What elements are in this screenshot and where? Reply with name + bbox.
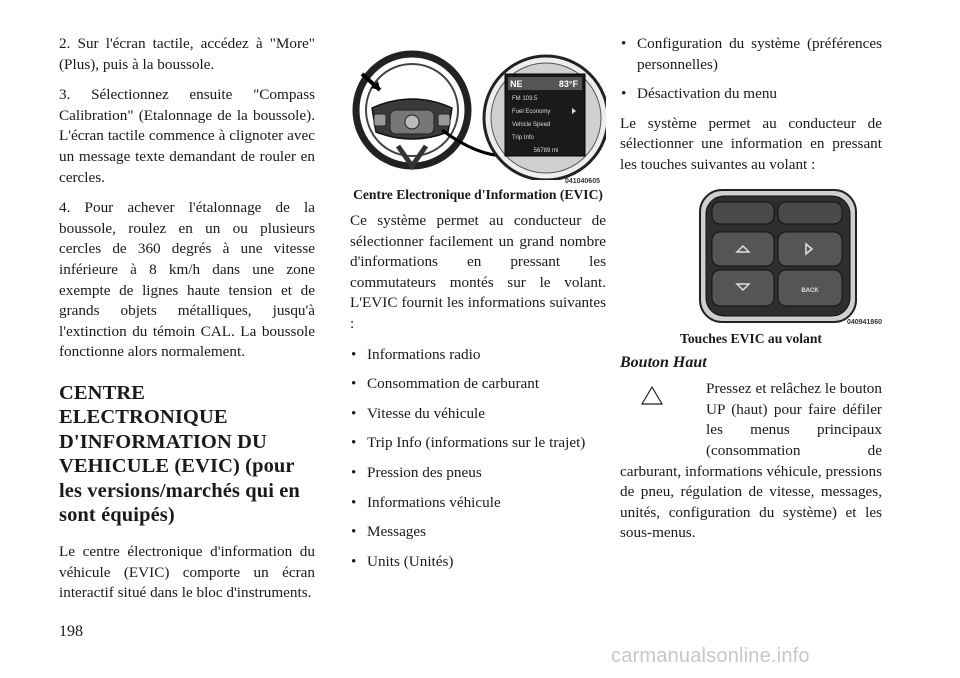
middle-column [350,34,606,581]
list-item: • Configuration du système (préférences personnelles) [620,34,882,75]
display-line-4: Trip Info [512,135,534,141]
subsection-heading: Bouton Haut [620,353,707,371]
display-line-2: Fuel Economy [512,109,551,115]
buttons-intro: Le système permet au conducteur de sélectionner une information en pressant les touches suivantes au volant : [620,114,882,173]
section-heading [59,381,315,528]
up-triangle-icon [640,385,664,407]
evic-buttons-illustration [620,186,882,326]
list-item: • Messages [350,522,606,543]
watermark: carmanualsonline.info [611,645,810,667]
evic-figure [350,34,606,186]
step-4-text: 4. Pour achever l'étalonnage de la boussole, roulez en un ou plusieurs cercles de 360 degrés à une vitesse inférieure à 8 km/h dans une zone exempte de lignes haute tension et de grands objets métalliques, jusqu'à l'extinction du témoin CAL. La boussole fonctionne alors normalement. [59,199,315,361]
list-item: • Vitesse du véhicule [350,404,606,425]
page-number: 198 [59,623,83,640]
left-column [59,34,315,614]
step-2-text: 2. Sur l'écran tactile, accédez à "More" (Plus), puis à la boussole. [59,35,315,73]
list-item: • Informations véhicule [350,493,606,514]
display-temp: 83°F [558,79,578,89]
list-item: • Consommation de carburant [350,374,606,395]
figure-caption: Touches EVIC au volant [680,330,822,346]
display-odometer: 56789 mi [533,148,559,154]
up-button-description [620,379,882,544]
steering-wheel-illustration [350,34,606,180]
step-3-text: 3. Sélectionnez ensuite "Compass Calibration" (Etalonnage de la boussole). L'écran tactile commence à clignoter avec un message texte demandant de rouler en cercles. [59,86,315,186]
list-item: • Pression des pneus [350,463,606,484]
evic-description: Ce système permet au conducteur de sélectionner facilement un grand nombre d'informations en pressant les commutateurs montés sur le volant. L'EVIC fournit les informations suivantes : [350,212,606,332]
right-column [620,34,882,544]
display-line-3: Vehicle Speed [512,122,551,128]
evic-buttons-figure [620,186,882,326]
evic-intro-text: Le centre électronique d'information du véhicule (EVIC) comporte un écran interactif situé dans le bloc d'instruments. [59,542,315,602]
back-button-label: BACK [801,287,819,294]
display-line-1: FM 103.5 [512,96,538,102]
list-item: • Trip Info (informations sur le trajet) [350,433,606,454]
list-item: • Désactivation du menu [620,84,882,105]
figure-code: 040941860 [846,318,882,326]
display-heading: NE [510,79,523,89]
section-heading-sub: (pour les versions/marchés qui en sont équipés) [59,455,300,527]
evic-info-list [350,345,606,573]
up-button-text-body: Pressez et relâchez le bouton UP (haut) pour faire défiler les menus principaux (consommation de carburant, informations véhicule, pressions de pneu, régulation de vitesse, messages, unités, configuration du système) et les sous-menus. [620,380,882,542]
figure-caption: Centre Electronique d'Information (EVIC) [353,187,603,202]
figure-code: 041040605 [564,178,600,185]
list-item: • Units (Unités) [350,552,606,573]
list-item: • Informations radio [350,345,606,366]
evic-info-list-continued [620,34,882,105]
section-heading-main: CENTRE ELECTRONIQUE D'INFORMATION DU VEHICULE (EVIC) [59,381,267,478]
